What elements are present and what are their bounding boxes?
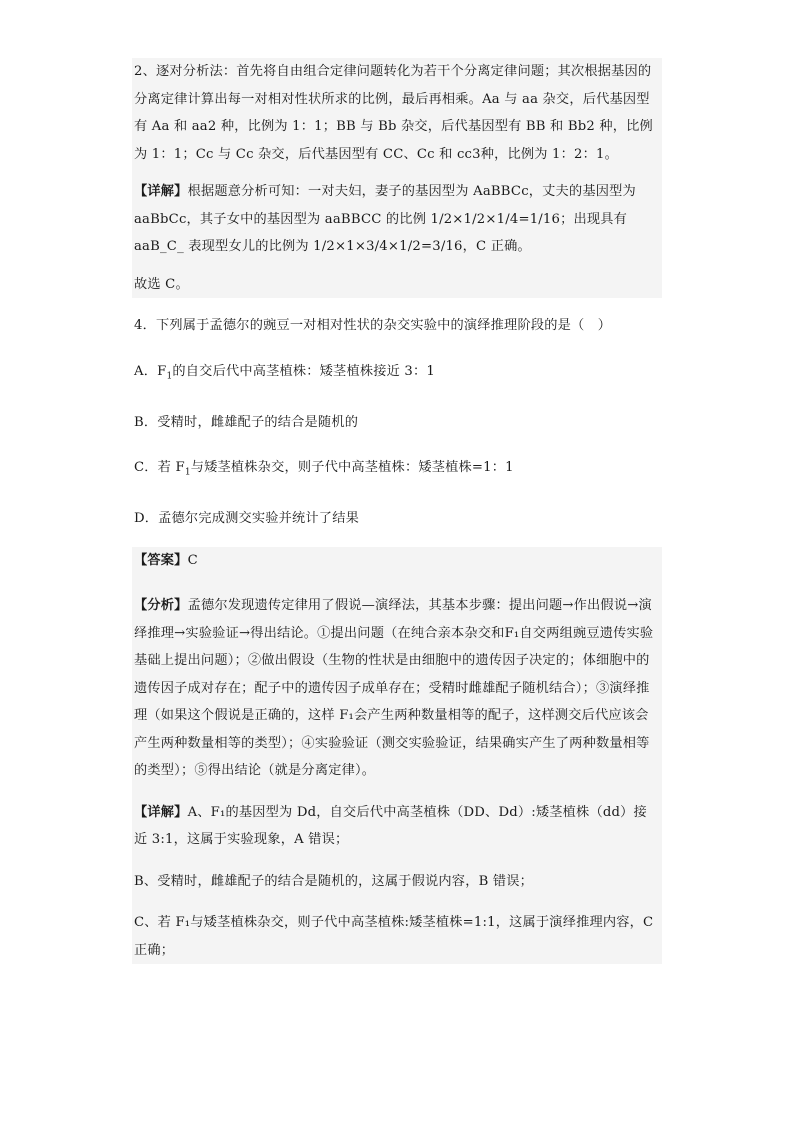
method-2-paragraph: 2、逐对分析法：首先将自由组合定律问题转化为若干个分离定律问题；其次根据基因的分离定律计算出每一对相对性状所求的比例，最后再相乘。Aa 与 aa 杂交，后代基因型有 Aa 和 aa2 种，比例为 1：1；BB 与 Bb 杂交，后代基因型有 BB 和 Bb2 种，比例为 1：1；Cc 与 Cc 杂交，后代基因型有 CC、Cc 和 cc3种，比例为 1：2：1。 <box>134 64 653 162</box>
q3-choice: 故选 C。 <box>134 276 189 292</box>
q4-option-b: B．受精时，雌雄配子的结合是随机的 <box>134 414 359 430</box>
option-a-text: 的自交后代中高茎植株：矮茎植株接近 3：1 <box>172 363 435 379</box>
q4-explanation-block <box>132 547 662 965</box>
previous-explanation-block <box>132 58 662 298</box>
q4-option-a <box>132 358 662 391</box>
answer-value: C <box>187 552 198 568</box>
q4-stem: 4．下列属于孟德尔的豌豆一对相对性状的杂交实验中的演绎推理阶段的是（ ） <box>134 318 612 333</box>
question-4-block <box>132 312 662 533</box>
answer-line <box>132 547 662 575</box>
detail-b-paragraph: B、受精时，雌雄配子的结合是随机的，这属于假说内容，B 错误； <box>134 873 534 889</box>
option-a-prefix: A．F <box>134 363 167 379</box>
detail-a-text: A、F₁的基因型为 Dd，自交后代中高茎植株（DD、Dd）:矮茎植株（dd）接近 3:1，这属于实验现象，A 错误； <box>134 804 647 848</box>
detail-tag: 【详解】 <box>134 184 188 199</box>
option-c-subscript: 1 <box>184 467 191 478</box>
q4-option-d: D．孟德尔完成测交实验并统计了结果 <box>134 511 359 527</box>
detail-tag-q4: 【详解】 <box>134 804 188 820</box>
detail-a-paragraph <box>132 799 662 854</box>
option-c-text: 与矮茎植株杂交，则子代中高茎植株：矮茎植株=1：1 <box>190 460 514 476</box>
analysis-paragraph <box>132 592 662 785</box>
option-c-prefix: C．若 F <box>134 460 185 476</box>
document-page <box>132 58 662 964</box>
q4-option-c <box>132 454 662 487</box>
analysis-tag: 【分析】 <box>134 598 188 614</box>
detail-c-paragraph: C、若 F₁与矮茎植株杂交，则子代中高茎植株:矮茎植株=1:1，这属于演绎推理内容，C 正确； <box>134 915 654 958</box>
analysis-text: 孟德尔发现遗传定律用了假说—演绎法，其基本步骤：提出问题→作出假说→演绎推理→实验验证→得出结论。①提出问题（在纯合亲本杂交和F₁自交两组豌豆遗传实验基础上提出问题）；②做出假设（生物的性状是由细胞中的遗传因子决定的；体细胞中的遗传因子成对存在；配子中的遗传因子成单存在；受精时雌雄配子随机结合）；③演绎推理（如果这个假说是正确的，这样 F₁会产生两种数量相等的配子，这样测交后代应该会产生两种数量相等的类型）；④实验验证（测交实验验证，结果确实产生了两种数量相等的类型）；⑤得出结论（就是分离定律）。 <box>134 598 654 779</box>
option-a-subscript: 1 <box>166 371 173 382</box>
q3-detail-text: 根据题意分析可知：一对夫妇，妻子的基因型为 AaBBCc，丈夫的基因型为 aaBbCc，其子女中的基因型为 aaBBCC 的比例 1/2×1/2×1/4=1/16；出现具有 aaB_C_ 表现型女儿的比例为 1/2×1×3/4×1/2=3/16，C 正确。 <box>134 184 636 254</box>
answer-tag: 【答案】 <box>134 552 188 568</box>
q3-detail-paragraph <box>132 178 662 261</box>
